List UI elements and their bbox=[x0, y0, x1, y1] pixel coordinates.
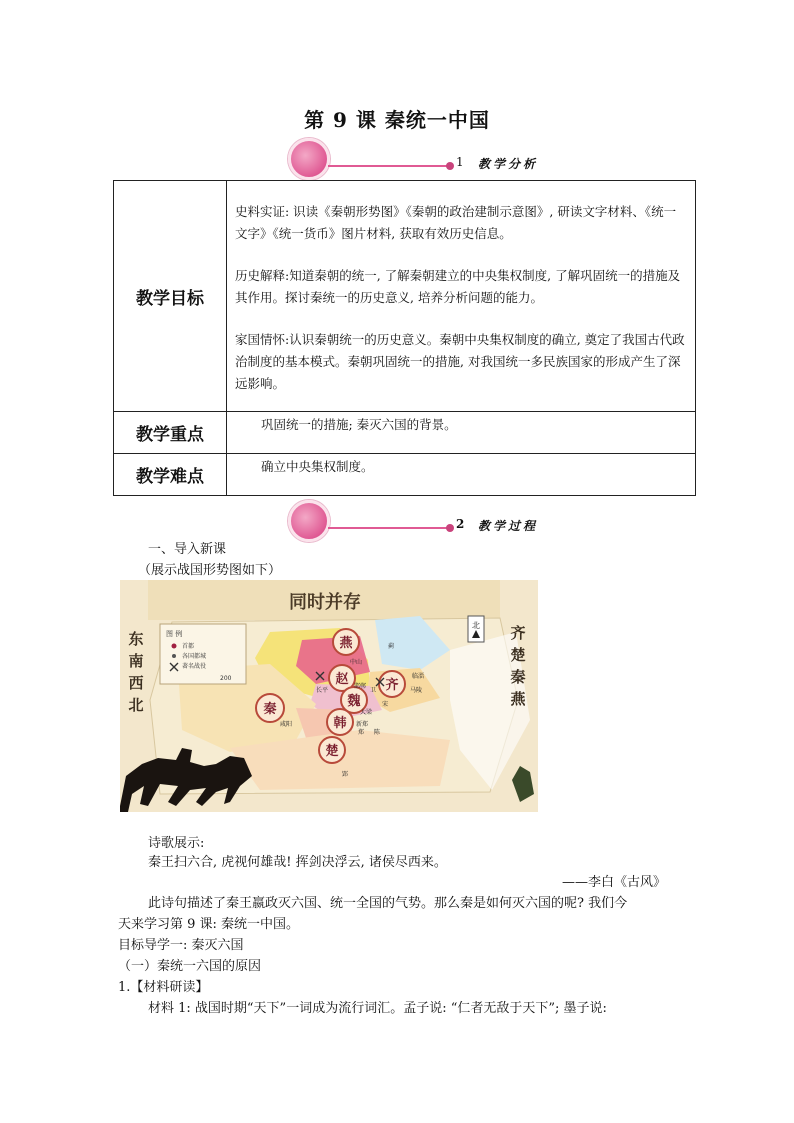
place-label: 邯郸 bbox=[354, 683, 367, 690]
section-banner-process bbox=[288, 500, 568, 540]
section-label: 教学过程 bbox=[478, 519, 539, 533]
pink-disc-icon bbox=[288, 138, 330, 180]
map-legend-item: 首都 bbox=[182, 643, 195, 650]
banner-line bbox=[328, 165, 448, 167]
goal-paragraph-2: 历史解释:知道秦朝的统一, 了解秦朝建立的中央集权制度, 了解巩固统一的措施及其作用。探讨秦统一的历史意义, 培养分析问题的能力。 bbox=[235, 268, 681, 305]
map-right-poem: 楚 bbox=[510, 646, 526, 664]
place-label: 咸阳 bbox=[280, 721, 293, 728]
state-label-yan: 燕 bbox=[339, 636, 353, 651]
goal-heading: 目标导学一: 秦灭六国 bbox=[118, 938, 244, 953]
key-header: 教学重点 bbox=[114, 412, 227, 454]
poem-line: 秦王扫六合, 虎视何雄哉! 挥剑决浮云, 诸侯尽西来。 bbox=[148, 855, 447, 870]
place-label: 马陵 bbox=[410, 687, 423, 694]
state-label-wei: 魏 bbox=[347, 694, 361, 709]
state-label-han: 韩 bbox=[333, 716, 347, 731]
place-label: 陈 bbox=[374, 729, 381, 736]
map-left-poem: 西 bbox=[128, 674, 144, 692]
banner-dot-icon bbox=[446, 524, 454, 532]
item-heading: 1.【材料研读】 bbox=[118, 980, 209, 995]
place-label: 大梁 bbox=[360, 709, 373, 716]
goal-paragraph-3: 家国情怀:认识秦朝统一的历史意义。秦朝中央集权制度的确立, 奠定了我国古代政治制度的基本模式。秦朝巩固统一的措施, 对我国统一多民族国家的形成产生了深远影响。 bbox=[235, 332, 685, 391]
section-number: 1 bbox=[456, 155, 464, 169]
map-legend-item: 著名战役 bbox=[182, 663, 207, 670]
banner-dot-icon bbox=[446, 162, 454, 170]
place-label: 新郑 bbox=[356, 721, 369, 728]
place-label: 长平 bbox=[316, 687, 329, 694]
banner-line bbox=[328, 527, 448, 529]
difficulty-header: 教学难点 bbox=[114, 454, 227, 496]
difficulty-text: 确立中央集权制度。 bbox=[261, 459, 374, 474]
state-label-chu: 楚 bbox=[325, 744, 339, 759]
map-right-poem: 齐 bbox=[510, 624, 526, 642]
map-title: 同时并存 bbox=[289, 592, 361, 613]
state-label-qin: 秦 bbox=[263, 702, 277, 717]
section-number: 2 bbox=[456, 517, 465, 531]
map-right-poem: 燕 bbox=[510, 690, 526, 708]
key-cell bbox=[227, 412, 696, 454]
map-legend-title: 图 例 bbox=[166, 630, 183, 638]
place-label: 蓟 bbox=[388, 643, 395, 650]
goal-cell bbox=[227, 181, 696, 412]
map-caption: （展示战国形势图如下） bbox=[138, 563, 282, 578]
map-scale: 200 bbox=[220, 675, 232, 682]
teaching-plan-table bbox=[113, 180, 696, 496]
warring-states-map bbox=[120, 580, 538, 812]
state-label-zhao: 赵 bbox=[335, 672, 349, 687]
body-paragraph-line-2: 天来学习第 9 课: 秦统一中国。 bbox=[118, 917, 300, 932]
intro-heading: 一、导入新课 bbox=[148, 542, 227, 557]
place-label: 郢 bbox=[342, 771, 349, 778]
place-label: 卫 bbox=[370, 687, 377, 694]
place-label: 宋 bbox=[382, 701, 389, 708]
section-label: 教学分析 bbox=[478, 157, 539, 171]
state-label-qi: 齐 bbox=[385, 678, 399, 693]
map-left-poem: 东 bbox=[128, 630, 144, 648]
material-text: 材料 1: 战国时期“天下”一词成为流行词汇。孟子说: “仁者无敌于天下”; 墨子说: bbox=[148, 1001, 607, 1016]
map-left-poem: 南 bbox=[128, 652, 144, 670]
body-paragraph-line-1: 此诗句描述了秦王嬴政灭六国、统一全国的气势。那么秦是如何灭六国的呢? 我们今 bbox=[148, 896, 628, 911]
goal-paragraph-1: 史料实证: 识读《秦朝形势图》《秦朝的政治建制示意图》, 研读文字材料、《统一文字》《统一货币》图片材料, 获取有效历史信息。 bbox=[235, 204, 677, 241]
place-label: 临淄 bbox=[412, 673, 425, 680]
section-banner-analysis bbox=[288, 138, 568, 178]
sub-heading: （一）秦统一六国的原因 bbox=[118, 959, 262, 974]
map-left-poem: 北 bbox=[128, 696, 144, 714]
map-legend-item: 各国都城 bbox=[182, 653, 207, 660]
page-title: 第 9 课 秦统一中国 bbox=[304, 108, 490, 132]
key-text: 巩固统一的措施; 秦灭六国的背景。 bbox=[261, 417, 457, 432]
north-arrow-icon: 北 bbox=[472, 621, 480, 630]
goal-header: 教学目标 bbox=[114, 181, 227, 412]
pink-disc-icon bbox=[288, 500, 330, 542]
place-label: 中山 bbox=[350, 659, 363, 666]
map-right-poem: 秦 bbox=[510, 668, 526, 686]
poem-label: 诗歌展示: bbox=[148, 836, 205, 851]
poem-source: ——李白《古风》 bbox=[562, 875, 667, 890]
difficulty-cell bbox=[227, 454, 696, 496]
place-label: 郑 bbox=[358, 729, 365, 736]
